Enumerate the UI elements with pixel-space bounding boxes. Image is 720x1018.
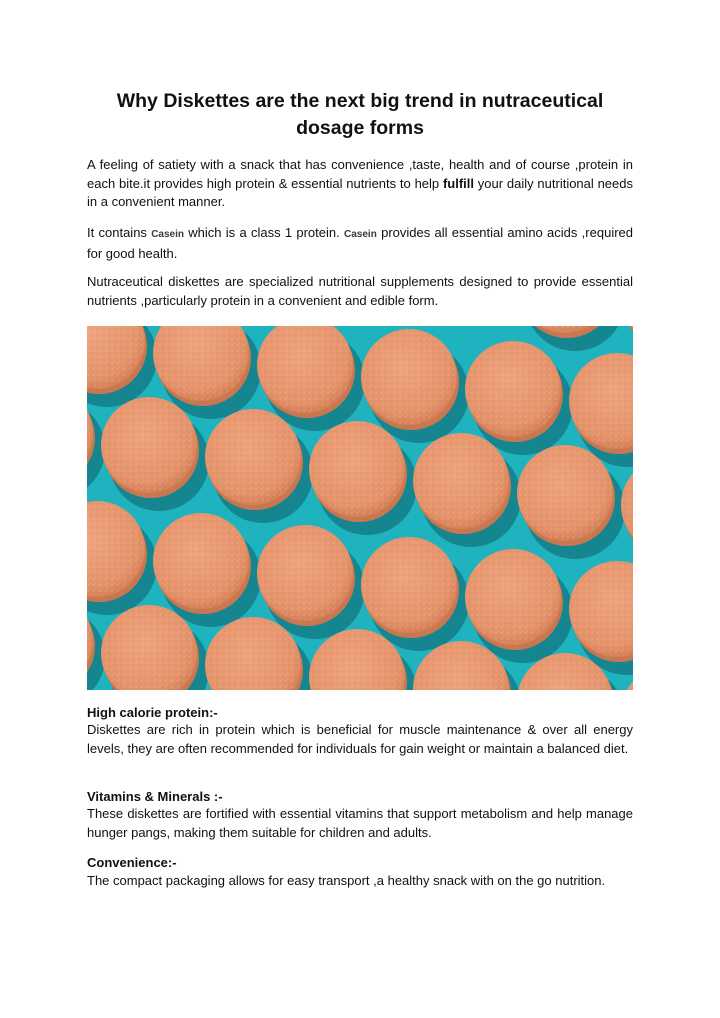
intro-paragraph-3: Nutraceutical diskettes are specialized nutritional supplements designed to provide essential nutrients ,particularly protein in a convenient and edible form. — [87, 274, 633, 308]
tablets-photo — [87, 326, 633, 690]
intro-paragraph-2 — [87, 224, 633, 263]
section-heading-protein: High calorie protein:- — [87, 705, 218, 720]
section-heading-convenience: Convenience:- — [87, 855, 177, 870]
intro-text: provides all essential amino acids ,required for good health. — [87, 225, 633, 261]
casein-term: Casein — [151, 229, 184, 240]
intro-paragraph-1 — [87, 156, 633, 212]
intro-text: It contains — [87, 225, 152, 240]
tablets-image — [87, 326, 633, 690]
page-title: Why Diskettes are the next big trend in nutraceutical dosage forms — [116, 90, 604, 139]
emphasis-text: fulfill — [442, 175, 474, 191]
intro-text: A feeling of satiety with a snack that has convenience ,taste, health and of course ,protein in each bite.it provides high protein & essential nutrients to help — [87, 157, 633, 191]
intro-text: your daily nutritional needs in a convenient manner. — [87, 175, 633, 209]
casein-term: Casein — [344, 229, 377, 240]
section-heading-vitamins: Vitamins & Minerals :- — [87, 789, 223, 804]
section-body-convenience: The compact packaging allows for easy transport ,a healthy snack with on the go nutrition. — [87, 873, 606, 888]
section-body-vitamins: These diskettes are fortified with essential vitamins that support metabolism and help manage hunger pangs, making them suitable for children and adults. — [87, 806, 633, 840]
intro-text: which is a class 1 protein. — [184, 225, 345, 240]
section-body-protein: Diskettes are rich in protein which is beneficial for muscle maintenance & over all energy levels, they are often recommended for individuals for gain weight or maintain a balanced diet. — [87, 722, 633, 756]
